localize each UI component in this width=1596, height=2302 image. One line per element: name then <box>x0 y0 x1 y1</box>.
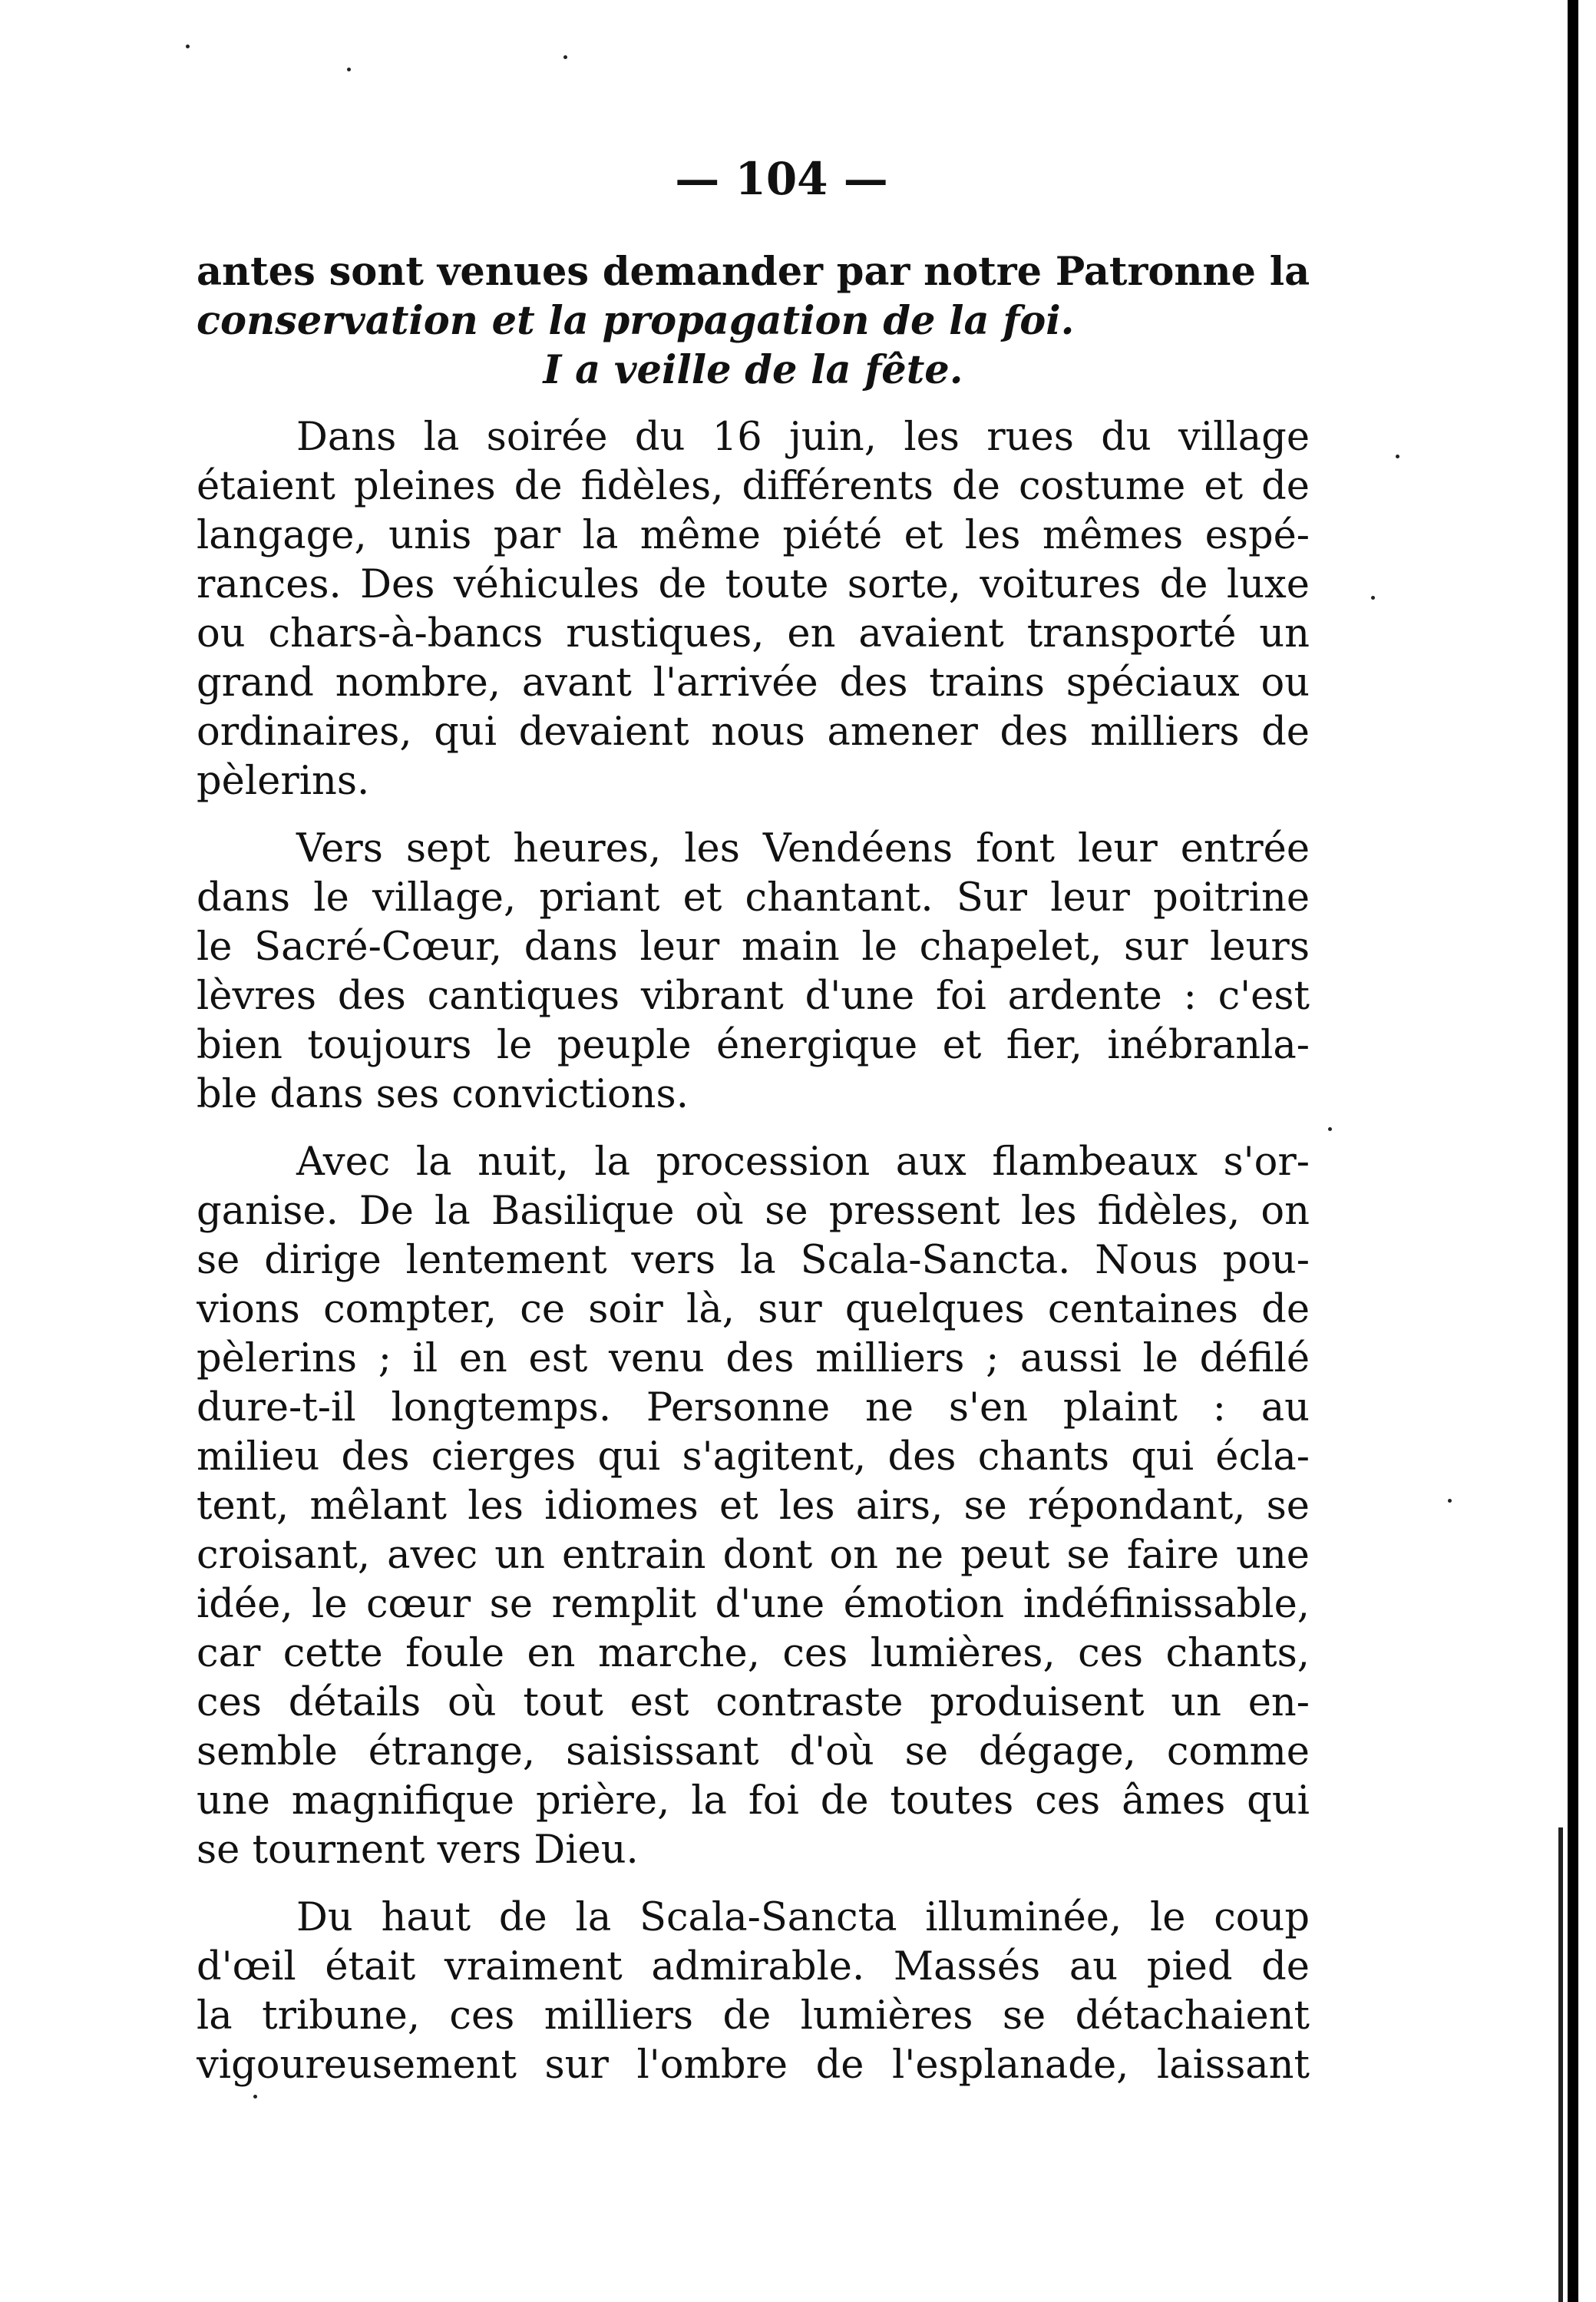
text-line: bien toujours le peuple énergique et fier, inébranla- <box>197 1023 1310 1068</box>
print-speck <box>347 68 351 71</box>
text-line: ble dans ses convictions. <box>197 1072 689 1117</box>
text-line: pèlerins ; il en est venu des milliers ; aussi le défilé <box>197 1336 1310 1381</box>
text-line: la tribune, ces milliers de lumières se détachaient <box>197 1993 1310 2039</box>
text-line: Du haut de la Scala-Sancta illuminée, le coup <box>296 1895 1310 1940</box>
paragraph-gap <box>197 806 1310 825</box>
text-line: Avec la nuit, la procession aux flambeaux s'or- <box>296 1139 1310 1185</box>
print-speck <box>253 2095 257 2099</box>
text-line: se tournent vers Dieu. <box>197 1827 639 1873</box>
text-line: vigoureusement sur l'ombre de l'esplanade, laissant <box>197 2042 1310 2088</box>
paragraph-gap <box>197 1875 1310 1894</box>
text-line: d'œil était vraiment admirable. Massés au pied de <box>197 1944 1310 1989</box>
text-line: le Sacré-Cœur, dans leur main le chapelet, sur leurs <box>197 924 1310 970</box>
text-line: ordinaires, qui devaient nous amener des milliers de <box>197 709 1310 755</box>
text-line: vions compter, ce soir là, sur quelques centaines de <box>197 1287 1310 1332</box>
text-line: conservation et la propagation de la foi. <box>197 298 1075 344</box>
text-line: tent, mêlant les idiomes et les airs, se répondant, se <box>197 1483 1310 1529</box>
text-line: croisant, avec un entrain dont on ne peut se faire une <box>197 1533 1310 1578</box>
page-edge-shadow <box>1568 0 1578 2302</box>
page-number: — 104 — <box>675 153 888 205</box>
text-line: ou chars-à-bancs rustiques, en avaient transporté un <box>197 611 1310 657</box>
text-line: milieu des cierges qui s'agitent, des chants qui écla- <box>197 1434 1310 1480</box>
text-line: ganise. De la Basilique où se pressent les fidèles, on <box>197 1189 1310 1234</box>
text-line: dure-t-il longtemps. Personne ne s'en plaint : au <box>197 1385 1310 1430</box>
print-speck <box>1371 596 1375 600</box>
print-speck <box>186 45 190 48</box>
text-line: rances. Des véhicules de toute sorte, voitures de luxe <box>197 562 1310 607</box>
text-line: car cette foule en marche, ces lumières, ces chants, <box>197 1631 1310 1676</box>
text-line: antes sont venues demander par notre Patronne la <box>197 249 1310 295</box>
text-line: langage, unis par la même piété et les mêmes espé- <box>197 513 1310 558</box>
text-line: étaient pleines de fidèles, différents de costume et de <box>197 464 1310 509</box>
print-speck <box>1448 1499 1452 1503</box>
section-heading: I a veille de la fête. <box>543 347 963 393</box>
text-line: dans le village, priant et chantant. Sur leur poitrine <box>197 875 1310 921</box>
print-speck <box>1396 455 1399 458</box>
print-speck <box>563 55 567 59</box>
paragraph-gap <box>197 395 1310 413</box>
text-line: grand nombre, avant l'arrivée des trains spéciaux ou <box>197 660 1310 706</box>
body-text <box>197 247 1310 2090</box>
paragraph-gap <box>197 1120 1310 1138</box>
text-line: se dirige lentement vers la Scala-Sancta. Nous pou- <box>197 1238 1310 1283</box>
text-line: semble étrange, saisissant d'où se dégage, comme <box>197 1729 1310 1774</box>
text-line: lèvres des cantiques vibrant d'une foi ardente : c'est <box>197 974 1310 1019</box>
text-line: idée, le cœur se remplit d'une émotion indéfinissable, <box>197 1582 1310 1627</box>
text-line: Vers sept heures, les Vendéens font leur entrée <box>296 826 1310 872</box>
text-line: ces détails où tout est contraste produisent un en- <box>197 1680 1310 1725</box>
text-line: pèlerins. <box>197 759 370 804</box>
print-speck <box>1328 1127 1332 1131</box>
text-line: Dans la soirée du 16 juin, les rues du village <box>296 415 1310 460</box>
page-edge-shadow-lower <box>1558 1827 1563 2302</box>
text-line: une magnifique prière, la foi de toutes ces âmes qui <box>197 1778 1310 1824</box>
